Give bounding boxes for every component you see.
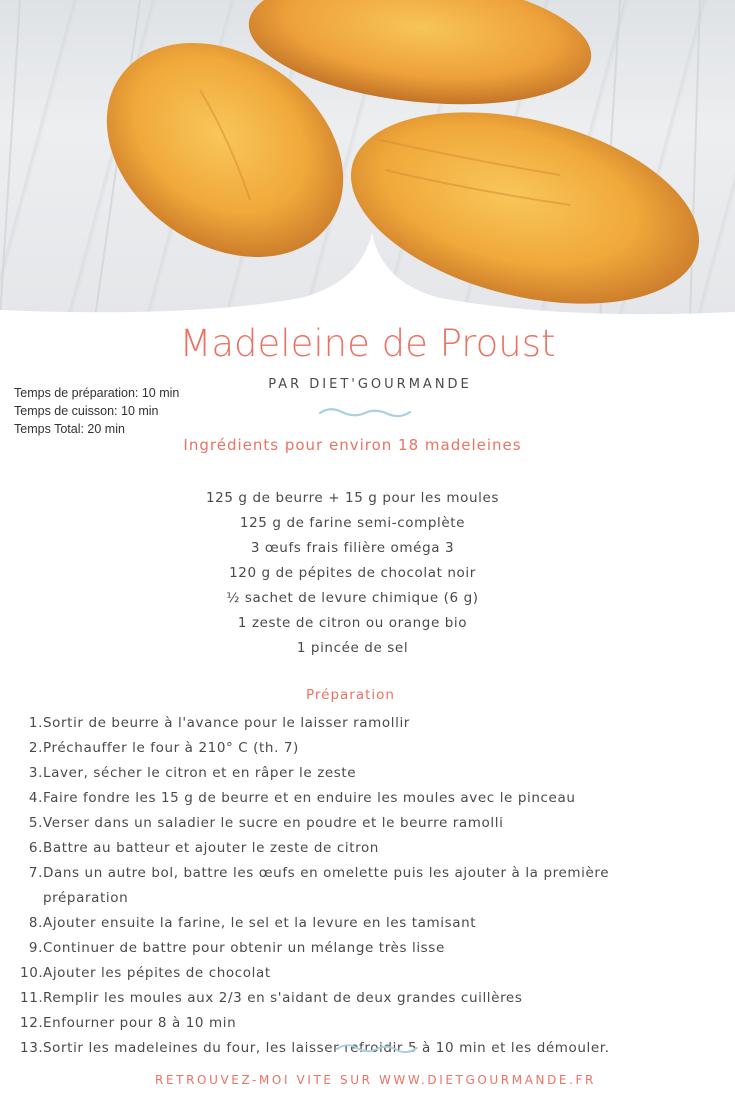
step-item <box>20 736 640 761</box>
step-item <box>20 886 640 911</box>
ingredient-item: 1 zeste de citron ou orange bio <box>237 615 468 631</box>
ingredients-title: Ingrédients pour environ 18 madeleines <box>183 436 522 454</box>
step-text: Continuer de battre pour obtenir un mélange très lisse <box>43 940 445 956</box>
recipe-byline: PAR DIET'GOURMANDE <box>268 377 472 392</box>
cook-time: Temps de cuisson: 10 min <box>14 404 159 418</box>
step-text: Faire fondre les 15 g de beurre et en enduire les moules avec le pinceau <box>43 790 576 806</box>
step-text: Laver, sécher le citron et en râper le zeste <box>43 765 357 781</box>
step-number <box>20 886 43 911</box>
step-item <box>20 811 640 836</box>
wave-ornament-icon <box>318 404 412 422</box>
step-item <box>20 911 640 936</box>
step-number: 11. <box>20 990 44 1006</box>
ingredient-item: 125 g de beurre + 15 g pour les moules <box>205 490 500 506</box>
step-number: 1. <box>28 715 43 731</box>
ingredient-item: 1 pincée de sel <box>296 640 409 656</box>
ingredient-item: 3 œufs frais filière oméga 3 <box>250 540 455 556</box>
step-text: Remplir les moules aux 2/3 en s'aidant de deux grandes cuillères <box>43 990 523 1006</box>
step-text: Ajouter les pépites de chocolat <box>43 965 271 981</box>
step-item <box>20 986 640 1011</box>
step-number: 13. <box>20 1040 44 1056</box>
step-item <box>20 711 640 736</box>
step-item <box>20 761 640 786</box>
step-text: préparation <box>43 890 129 906</box>
total-time: Temps Total: 20 min <box>14 422 125 436</box>
step-number: 10. <box>20 965 44 981</box>
step-number: 3. <box>28 765 43 781</box>
recipe-title: Madeleine de Proust <box>179 322 556 365</box>
step-number: 7. <box>28 865 43 881</box>
step-text: Battre au batteur et ajouter le zeste de citron <box>43 840 379 856</box>
step-item <box>20 961 640 986</box>
step-item <box>20 1011 640 1036</box>
step-item <box>20 1036 640 1061</box>
prep-time: Temps de préparation: 10 min <box>14 386 180 400</box>
footer-website-link[interactable]: RETROUVEZ-MOI VITE SUR WWW.DIETGOURMANDE.FR <box>155 1073 596 1087</box>
step-item <box>20 836 640 861</box>
step-item <box>20 936 640 961</box>
step-text: Dans un autre bol, battre les œufs en omelette puis les ajouter à la première <box>43 865 610 881</box>
step-text: Sortir les madeleines du four, les laisser refroidir 5 à 10 min et les démouler. <box>43 1040 610 1056</box>
step-number: 9. <box>28 940 43 956</box>
step-text: Enfourner pour 8 à 10 min <box>43 1015 237 1031</box>
ingredient-item: 120 g de pépites de chocolat noir <box>229 565 476 581</box>
step-text: Préchauffer le four à 210° C (th. 7) <box>43 740 299 756</box>
ingredient-item: ½ sachet de levure chimique (6 g) <box>226 590 479 606</box>
ingredients-list <box>0 486 705 661</box>
step-item <box>20 786 640 811</box>
step-number: 4. <box>28 790 43 806</box>
step-item <box>20 861 640 886</box>
step-text: Verser dans un saladier le sucre en poudre et le beurre ramolli <box>43 815 504 831</box>
step-text: Ajouter ensuite la farine, le sel et la levure en les tamisant <box>43 915 477 931</box>
footer-wave-ornament-icon <box>335 1039 419 1059</box>
preparation-title: Préparation <box>306 687 395 703</box>
step-number: 8. <box>28 915 43 931</box>
step-number: 5. <box>28 815 43 831</box>
hero-photo-madeleines <box>0 0 735 318</box>
ingredient-item: 125 g de farine semi-complète <box>239 515 466 531</box>
step-number: 2. <box>28 740 43 756</box>
hero-wave-divider <box>0 228 735 318</box>
step-number: 12. <box>20 1015 44 1031</box>
preparation-steps <box>20 711 640 1061</box>
step-text: Sortir de beurre à l'avance pour le laisser ramollir <box>43 715 410 731</box>
recipe-times <box>14 384 179 438</box>
step-number: 6. <box>28 840 43 856</box>
